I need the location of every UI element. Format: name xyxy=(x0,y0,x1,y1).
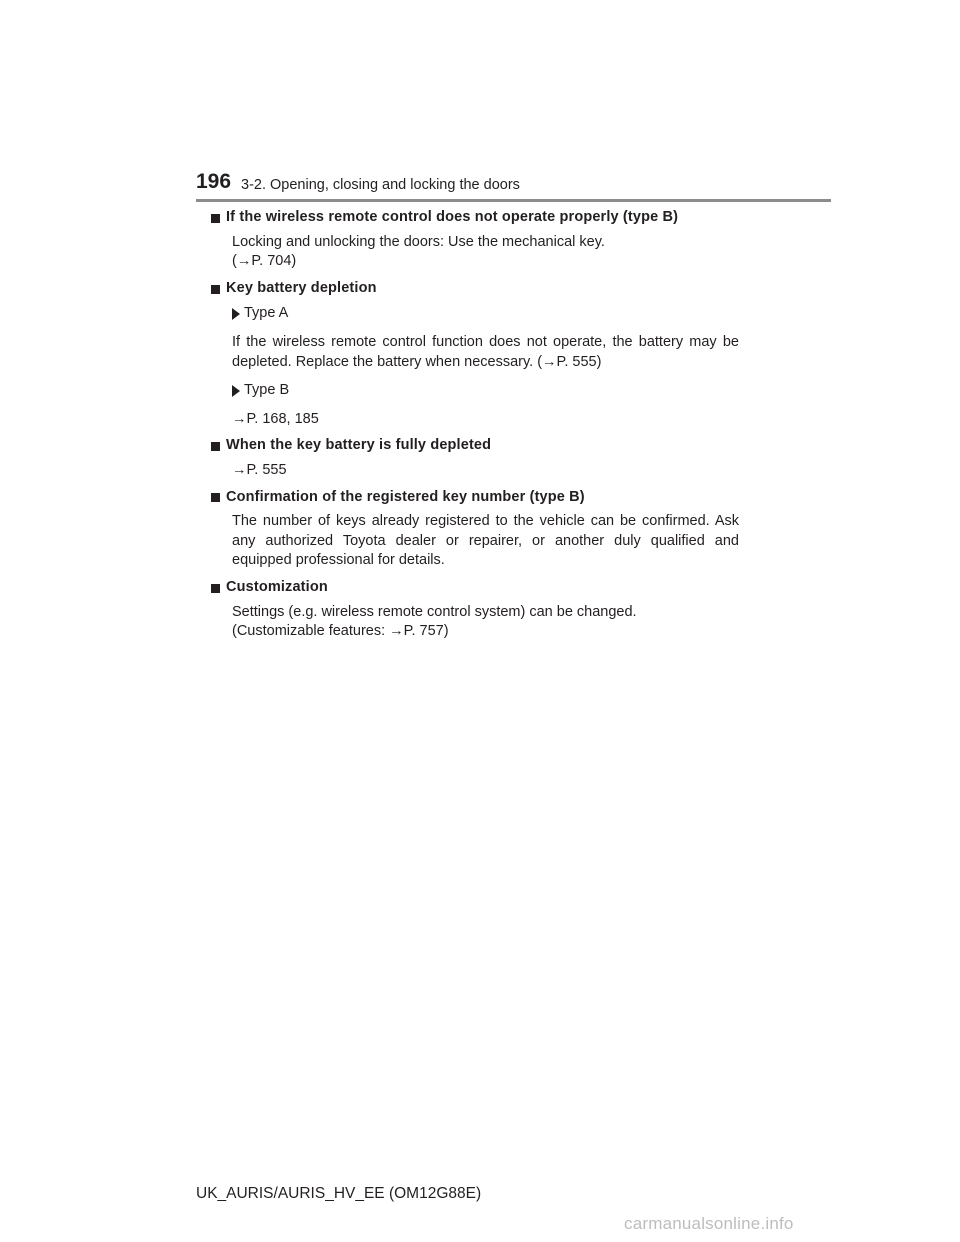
triangle-bullet-icon xyxy=(232,385,240,397)
page-reference: →P. 168, 185 xyxy=(232,410,319,427)
page-number: 196 xyxy=(196,170,232,193)
heading-text: Customization xyxy=(226,578,328,595)
square-bullet-icon xyxy=(211,442,220,451)
square-bullet-icon xyxy=(211,493,220,502)
type-a-label: Type A xyxy=(211,304,739,324)
page-reference: →P. 555 xyxy=(232,461,287,478)
body-text: If the wireless remote control function does not operate, the battery may be depleted. Replace the battery when necessary. (→P. 555) xyxy=(232,333,739,370)
square-bullet-icon xyxy=(211,214,220,223)
section-heading xyxy=(211,279,739,299)
watermark: carmanualsonline.info xyxy=(624,1214,794,1233)
section-heading xyxy=(211,208,739,228)
square-bullet-icon xyxy=(211,584,220,593)
footer-doc-code: UK_AURIS/AURIS_HV_EE (OM12G88E) xyxy=(196,1185,482,1202)
section-heading xyxy=(211,578,739,598)
section-heading xyxy=(211,488,739,508)
body-text: Locking and unlocking the doors: Use the mechanical key. (→P. 704) xyxy=(232,233,605,270)
heading-text: Key battery depletion xyxy=(226,279,377,296)
heading-text: When the key battery is fully depleted xyxy=(226,437,492,454)
body-text: Settings (e.g. wireless remote control system) can be changed. (Customizable features: →P. 757) xyxy=(232,603,637,640)
square-bullet-icon xyxy=(211,285,220,294)
page-content xyxy=(211,208,739,642)
type-b-label: Type B xyxy=(211,381,739,401)
heading-text: If the wireless remote control does not operate properly (type B) xyxy=(226,209,679,225)
triangle-bullet-icon xyxy=(232,308,240,320)
section-heading xyxy=(211,436,739,456)
section-title: 3-2. Opening, closing and locking the doors xyxy=(241,177,520,193)
header-divider xyxy=(196,199,831,202)
heading-text: Confirmation of the registered key number (type B) xyxy=(226,488,585,505)
body-text: The number of keys already registered to the vehicle can be confirmed. Ask any authorized Toyota dealer or repairer, or another duly qualified and equipped professional for details. xyxy=(232,513,739,569)
